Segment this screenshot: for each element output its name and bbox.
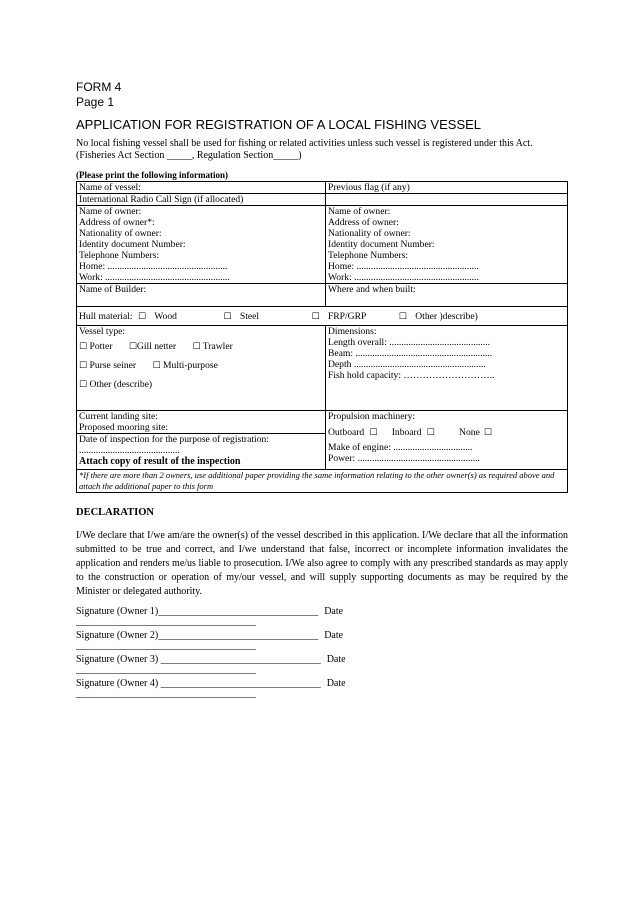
hull-material-row [77,307,568,326]
owner1-home-label: Home: .................................................. [79,261,228,272]
owner2-address-label: Address of owner: [328,217,399,228]
outboard-label: Outboard [328,427,365,438]
checkbox-icon[interactable]: ☐ [483,428,492,438]
page-number: Page 1 [76,95,115,109]
checkbox-icon[interactable]: ☐ [223,312,232,322]
form-page [76,80,568,699]
owner2-name-label: Name of owner: [328,206,391,217]
propulsion-block [326,411,568,470]
vessel-name-label: Name of vessel: [79,182,141,193]
form-title: APPLICATION FOR REGISTRATION OF A LOCAL FISHING VESSEL [76,117,482,132]
length-label: Length overall: .......................................... [328,337,491,348]
form-number: FORM 4 [76,80,122,94]
inspection-date-field[interactable]: .......................................... [79,445,180,456]
checkbox-icon[interactable]: ☐ [137,312,147,322]
checkbox-icon[interactable]: ☐ [79,361,88,371]
additional-owners-note: *If there are more than 2 owners, use additional paper providing the same information relating to the other owner(s) as required above and attach the additional paper to this form [77,470,568,493]
dimensions-block[interactable] [326,326,568,411]
none-label: None [459,427,480,438]
owner-1-block[interactable] [77,206,326,284]
builder-label: Name of Builder: [79,284,147,295]
owner2-home-label: Home: ................................................... [328,261,479,272]
previous-flag-label: Previous flag (if any) [328,182,410,193]
type-other-label: Other (describe) [89,379,153,390]
radio-call-sign-field[interactable] [77,194,326,206]
hull-steel-label: Steel [239,311,260,322]
radio-call-empty [326,194,568,206]
sig3-date-line: ____________________________________ [76,664,256,675]
sig1-date: Date [324,606,344,617]
landing-site-label[interactable]: Current landing site: [79,411,158,422]
checkbox-icon[interactable]: ☐ [311,312,320,322]
owner2-nationality-label: Nationality of owner: [328,228,411,239]
sig1-date-line: ____________________________________ [76,616,256,627]
type-multipurpose-label: Multi-purpose [163,360,218,371]
type-purse-seiner-label: Purse seiner [89,360,137,371]
sig2-line: ________________________________ [158,630,319,641]
vessel-type-row3 [79,379,323,391]
builder-field[interactable] [77,284,326,307]
sig1-label: Signature (Owner 1) [76,606,159,617]
sig3-line: ________________________________ [160,654,321,665]
dimensions-label: Dimensions: [328,326,377,337]
type-potter-label: Potter [89,341,113,352]
owner2-phone-label: Telephone Numbers: [328,250,409,261]
checkbox-icon[interactable]: ☐ [128,342,137,352]
sig4-label: Signature (Owner 4) [76,678,161,689]
owner1-name-label: Name of owner: [79,206,142,217]
owner2-id-label: Identity document Number: [328,239,435,250]
vessel-type-row1 [79,341,323,353]
checkbox-icon[interactable]: ☐ [79,380,88,390]
inboard-label: Inboard [391,427,422,438]
owner1-nationality-label: Nationality of owner: [79,228,162,239]
owner1-phone-label: Telephone Numbers: [79,250,160,261]
power-field[interactable]: Power: ................................................... [328,453,480,464]
registration-table [76,181,568,493]
vessel-type-label: Vessel type: [79,326,126,337]
propulsion-label: Propulsion machinery: [328,411,416,422]
type-gillnetter-label: Gill netter [136,341,177,352]
sig3-date: Date [326,654,346,665]
previous-flag-field[interactable] [326,182,568,194]
declaration-text: I/We declare that I/we am/are the owner(s) of the vessel described in this application. I/We declare that all the information submitted to be true and correct, and I/we understand that false, incorrect or incomplete information invalidates the application and renders me/us liable to prosecution. I/We also agree to comply with any prescribed standards as may apply to the construction or operation of my/our vessel, and will supply supporting documents as may be required by the Minister or delegated authority. [76,530,568,597]
vessel-type-block [77,326,326,411]
type-trawler-label: Trawler [202,341,233,352]
owner2-work-label: Work: .................................................... [328,272,479,283]
sig2-date-line: ____________________________________ [76,640,256,651]
vessel-type-row2 [79,360,323,372]
inspection-date-label: Date of inspection for the purpose of registration: [79,434,269,445]
signatures [76,607,568,699]
intro-text [76,138,568,162]
sig4-date: Date [326,678,346,689]
checkbox-icon[interactable]: ☐ [369,428,378,438]
checkbox-icon[interactable]: ☐ [426,428,435,438]
sig2-date: Date [324,630,344,641]
checkbox-icon[interactable]: ☐ [152,361,161,371]
propulsion-options [328,427,565,439]
depth-label: Depth ....................................................... [328,359,486,370]
attach-inspection-label: Attach copy of result of the inspection [79,456,241,467]
owner1-work-label: Work: .................................................... [79,272,230,283]
owner1-id-label: Identity document Number: [79,239,186,250]
vessel-name-field[interactable] [77,182,326,194]
where-built-field[interactable] [326,284,568,307]
engine-make-field[interactable]: Make of engine: ................................. [328,442,473,453]
sig3-label: Signature (Owner 3) [76,654,161,665]
owner1-address-label: Address of owner*: [79,217,155,228]
owner-2-block[interactable] [326,206,568,284]
checkbox-icon[interactable]: ☐ [79,342,88,352]
radio-call-label: International Radio Call Sign (if allocated) [79,194,244,205]
sig1-line: ________________________________ [158,606,319,617]
intro-line2: (Fisheries Act Section _____, Regulation Section_____) [76,150,302,161]
hull-other-label: Other )describe) [415,311,478,322]
declaration-heading: DECLARATION [76,507,154,518]
intro-line1: No local fishing vessel shall be used for fishing or related activities unless such vessel is registered under this Act. [76,138,533,149]
sig4-date-line: ____________________________________ [76,688,256,699]
sig4-line: ________________________________ [160,678,321,689]
hull-frp-label: FRP/GRP [327,311,367,322]
hull-label: Hull material: [79,311,133,322]
print-instruction: (Please print the following information) [76,170,228,180]
hull-wood-label: Wood [154,311,177,322]
checkbox-icon[interactable]: ☐ [192,342,201,352]
sig2-label: Signature (Owner 2) [76,630,159,641]
landing-inspection-block [77,411,326,470]
mooring-site-label[interactable]: Proposed mooring site: [79,422,169,433]
beam-label: Beam: ......................................................... [328,348,493,359]
where-built-label: Where and when built: [328,284,416,295]
checkbox-icon[interactable]: ☐ [398,312,407,322]
fish-hold-label: Fish hold capacity: ……………………….. [328,370,495,381]
